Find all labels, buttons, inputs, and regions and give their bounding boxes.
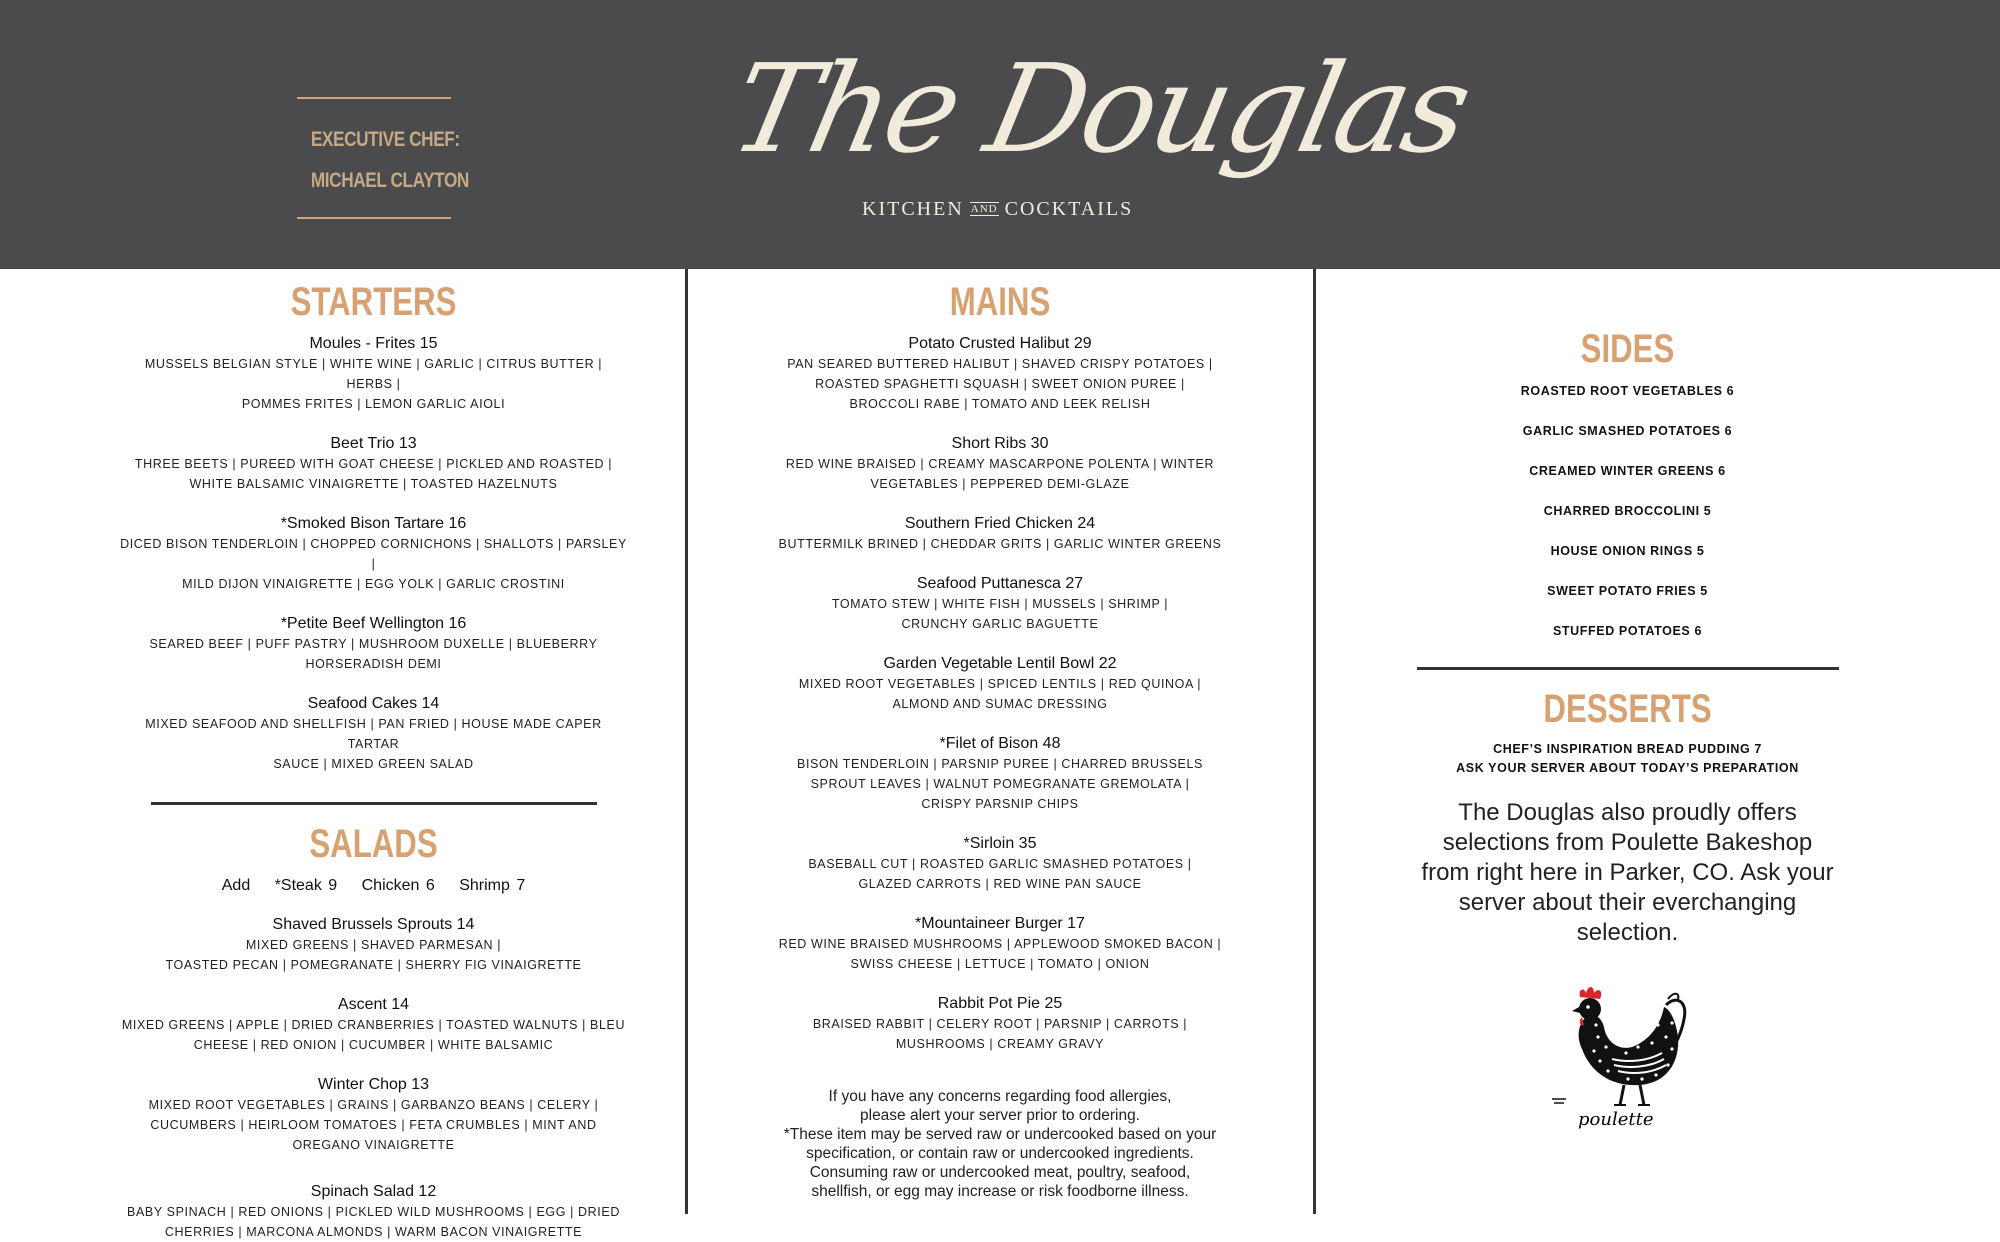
item-name: *Sirloin 35 [963,835,1037,852]
side-item: CREAMED WINTER GREENS 6 [1529,464,1726,478]
item-name: Southern Fried Chicken 24 [904,515,1096,532]
side-item: ROASTED ROOT VEGETABLES 6 [1520,384,1735,398]
item-name: Rabbit Pot Pie 25 [937,995,1063,1012]
addon-chicken: Chicken 6 [361,877,435,894]
item-name: Potato Crusted Halibut 29 [908,335,1092,352]
menu-item [745,653,1255,714]
chef-text [310,99,469,217]
item-name: Garden Vegetable Lentil Bowl 22 [883,655,1117,672]
hen-icon [1548,975,1708,1135]
item-desc: PAN SEARED BUTTERED HALIBUT | SHAVED CRISPY POTATOES | [787,357,1213,371]
item-desc: MIXED GREENS | SHAVED PARMESAN | [245,938,502,952]
disclaimer-line: *These item may be served raw or undercooked based on your [783,1126,1217,1143]
dessert-item: CHEF’S INSPIRATION BREAD PUDDING 7 [1493,742,1762,756]
item-desc: MILD DIJON VINAIGRETTE | EGG YOLK | GARLIC CROSTINI [182,577,565,591]
menu-header [0,0,2000,269]
side-item: STUFFED POTATOES 6 [1552,624,1702,638]
starters-heading: STARTERS [290,280,457,324]
column-divider-right [1313,269,1316,1214]
menu-item [745,333,1255,414]
item-desc: MIXED ROOT VEGETABLES | GRAINS | GARBANZO BEANS | CELERY | [148,1098,599,1112]
item-desc: MUSHROOMS | CREAMY GRAVY [895,1037,1105,1051]
item-name: Seafood Cakes 14 [307,695,440,712]
side-item: GARLIC SMASHED POTATOES 6 [1522,424,1733,438]
item-desc: ROASTED SPAGHETTI SQUASH | SWEET ONION PUREE | [815,377,1185,391]
column-divider-left [685,269,688,1214]
restaurant-logo [719,38,1480,198]
item-desc: OREGANO VINAIGRETTE [292,1138,455,1152]
logo-script-text: The Douglas [719,38,1480,180]
menu-item [120,693,627,774]
item-desc: SPROUT LEAVES | WALNUT POMEGRANATE GREMOLATA | [810,777,1190,791]
item-name: Seafood Puttanesca 27 [916,575,1084,592]
chef-name: MICHAEL CLAYTON [310,169,469,192]
tagline-cocktails: COCKTAILS [1004,198,1134,220]
item-name: Ascent 14 [337,996,410,1013]
tagline-kitchen: KITCHEN [862,198,964,220]
item-name: Moules - Frites 15 [309,335,438,352]
item-desc: ALMOND AND SUMAC DRESSING [892,697,1108,711]
dessert-note: ASK YOUR SERVER ABOUT TODAY’S PREPARATION [1456,761,1799,775]
salad-addons [120,877,627,895]
item-desc: RED WINE BRAISED | CREAMY MASCARPONE POLENTA | WINTER [785,457,1215,471]
poulette-logo [1548,975,1708,1135]
menu-item [120,433,627,494]
menu-item [745,513,1255,554]
item-desc: BISON TENDERLOIN | PARSNIP PUREE | CHARRED BRUSSELS [797,757,1203,771]
menu-item [120,613,627,674]
section-rule [151,802,597,805]
menu-item [745,733,1255,814]
section-rule [1417,667,1839,670]
menu-item [745,833,1255,894]
menu-item [120,914,627,975]
menu-item [745,993,1255,1054]
mains-column [745,269,1255,1201]
salads-heading: SALADS [309,822,438,866]
executive-chef-block [297,97,469,219]
side-item: HOUSE ONION RINGS 5 [1550,544,1705,558]
item-desc: BRAISED RABBIT | CELERY ROOT | PARSNIP | CARROTS | [812,1017,1188,1031]
item-desc: CHEESE | RED ONION | CUCUMBER | WHITE BALSAMIC [193,1038,554,1052]
item-desc: SEARED BEEF | PUFF PASTRY | MUSHROOM DUXELLE | BLUEBERRY [149,637,598,651]
promo-line: server about their everchanging [1458,889,1797,916]
item-desc: CRUNCHY GARLIC BAGUETTE [901,617,1099,631]
item-name: Winter Chop 13 [317,1076,430,1093]
side-item: SWEET POTATO FRIES 5 [1547,584,1708,598]
item-desc: BROCCOLI RABE | TOMATO AND LEEK RELISH [849,397,1151,411]
desserts-heading: DESSERTS [1543,687,1712,731]
item-name: Beet Trio 13 [330,435,417,452]
disclaimer-line: please alert your server prior to ordering. [860,1107,1140,1124]
menu-item [120,994,627,1055]
promo-line: selections from Poulette Bakeshop [1442,829,1813,856]
item-desc: BASEBALL CUT | ROASTED GARLIC SMASHED POTATOES | [808,857,1192,871]
poulette-wordmark: poulette [1578,1109,1654,1130]
item-desc: HORSERADISH DEMI [305,657,442,671]
poulette-promo [1400,798,1855,948]
item-desc: DICED BISON TENDERLOIN | CHOPPED CORNICHONS | SHALLOTS | PARSLEY | [120,537,627,571]
item-name: Spinach Salad 12 [310,1183,437,1200]
disclaimer-line: shellfish, or egg may increase or risk foodborne illness. [811,1183,1189,1200]
chef-title: EXECUTIVE CHEF: [310,128,460,151]
starters-salads-column [120,269,627,1242]
item-name: *Petite Beef Wellington 16 [280,615,467,632]
menu-item [745,913,1255,974]
chef-bottom-rule [297,217,451,219]
menu-item [120,513,627,594]
item-desc: MUSSELS BELGIAN STYLE | WHITE WINE | GARLIC | CITRUS BUTTER | HERBS | [144,357,603,391]
item-name: *Smoked Bison Tartare 16 [280,515,467,532]
menu-item [745,573,1255,634]
item-desc: MIXED GREENS | APPLE | DRIED CRANBERRIES | TOASTED WALNUTS | BLEU [121,1018,626,1032]
item-desc: RED WINE BRAISED MUSHROOMS | APPLEWOOD SMOKED BACON | [778,937,1222,951]
menu-item [120,1074,627,1155]
menu-item [120,333,627,414]
item-desc: MIXED ROOT VEGETABLES | SPICED LENTILS | RED QUINOA | [798,677,1202,691]
addon-steak: *Steak 9 [274,877,338,894]
item-desc: POMMES FRITES | LEMON GARLIC AIOLI [241,397,506,411]
item-name: *Filet of Bison 48 [939,735,1061,752]
mains-heading: MAINS [949,280,1051,324]
item-desc: CHERRIES | MARCONA ALMONDS | WARM BACON VINAIGRETTE [164,1225,583,1239]
item-desc: THREE BEETS | PUREED WITH GOAT CHEESE | PICKLED AND ROASTED | [134,457,613,471]
item-name: Short Ribs 30 [951,435,1049,452]
addon-label: Add [221,877,251,894]
item-name: Shaved Brussels Sprouts 14 [272,916,475,933]
promo-line: from right here in Parker, CO. Ask your [1421,859,1834,886]
item-name: *Mountaineer Burger 17 [915,915,1085,932]
promo-line: selection. [1576,919,1679,946]
sides-heading: SIDES [1580,327,1675,371]
sides-list [1400,381,1855,641]
item-desc: CRISPY PARSNIP CHIPS [921,797,1079,811]
item-desc: BABY SPINACH | RED ONIONS | PICKLED WILD MUSHROOMS | EGG | DRIED [127,1205,620,1219]
item-desc: WHITE BALSAMIC VINAIGRETTE | TOASTED HAZELNUTS [189,477,558,491]
menu-item [745,433,1255,494]
item-desc: CUCUMBERS | HEIRLOOM TOMATOES | FETA CRUMBLES | MINT AND [150,1118,597,1132]
disclaimer-line: Consuming raw or undercooked meat, poultry, seafood, [809,1164,1191,1181]
disclaimer-line: If you have any concerns regarding food allergies, [828,1088,1172,1105]
promo-line: The Douglas also proudly offers [1458,799,1797,826]
menu-item [120,1181,627,1242]
side-item: CHARRED BROCCOLINI 5 [1543,504,1712,518]
item-desc: GLAZED CARROTS | RED WINE PAN SAUCE [858,877,1142,891]
item-desc: SAUCE | MIXED GREEN SALAD [273,757,474,771]
item-desc: TOMATO STEW | WHITE FISH | MUSSELS | SHRIMP | [831,597,1169,611]
addon-shrimp: Shrimp 7 [459,877,526,894]
item-desc: MIXED SEAFOOD AND SHELLFISH | PAN FRIED | HOUSE MADE CAPER TARTAR [145,717,602,751]
allergy-disclaimer [745,1087,1255,1201]
tagline-and: AND [970,203,998,215]
item-desc: TOASTED PECAN | POMEGRANATE | SHERRY FIG VINAIGRETTE [165,958,582,972]
disclaimer-line: specification, or contain raw or undercooked ingredients. [806,1145,1194,1162]
item-desc: BUTTERMILK BRINED | CHEDDAR GRITS | GARLIC WINTER GREENS [778,537,1222,551]
sides-desserts-column [1400,269,1855,948]
item-desc: VEGETABLES | PEPPERED DEMI-GLAZE [870,477,1130,491]
item-desc: SWISS CHEESE | LETTUCE | TOMATO | ONION [850,957,1150,971]
